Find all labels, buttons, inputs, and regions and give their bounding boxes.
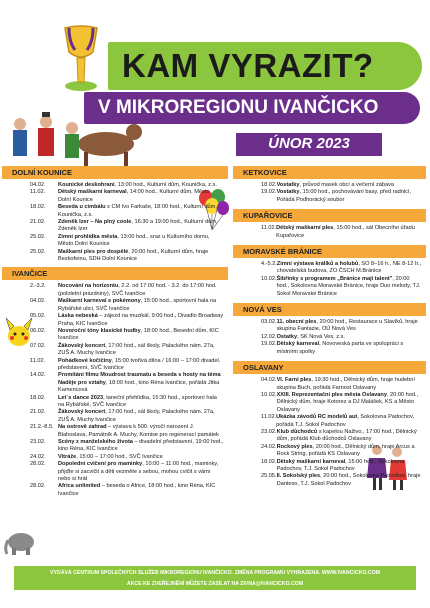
event-row: [233, 459, 426, 474]
event-text: [58, 358, 228, 373]
footer: [0, 566, 430, 608]
event-row: [2, 439, 228, 454]
event-row: [2, 409, 228, 424]
event-name: Vitráže: [58, 453, 77, 460]
event-text: [277, 276, 426, 298]
event-row: [2, 343, 228, 358]
event-name: II. Sokolský ples: [276, 473, 321, 480]
section-heading: NOVÁ VES: [233, 303, 426, 316]
event-name: Maškarní ples pro dospělé: [58, 248, 129, 255]
event-row: [233, 444, 426, 459]
event-details: , 20:00 hod., Kulturní dům, hraje Bezkofeinu, SDH Dolní Kounice: [58, 248, 209, 263]
section-heading: KETKOVICE: [233, 166, 426, 179]
event-details: s kapelou Naživo., 17:00 hod., Dělnický dům, pořádá Klub důchodců Oslavany: [276, 428, 417, 443]
event-row: [233, 377, 426, 392]
event-details: – zájezd na muzikál, 9:00 hod., Divadlo Broadway Praha, KIC Ivančice: [58, 313, 224, 327]
event-row: [2, 454, 228, 461]
event-date: 24.02.: [30, 453, 46, 460]
event-date: 04.02.: [30, 298, 46, 305]
event-name: Klub důchodců: [276, 428, 318, 435]
event-date: 11.02.: [261, 225, 277, 232]
event-text: [277, 182, 426, 189]
event-date: 11.02.: [30, 357, 46, 364]
event-date: 06.02.: [30, 327, 46, 334]
event-date: 18.02.: [30, 394, 46, 401]
event-date: 18.02.: [261, 182, 277, 188]
page-title: KAM VYRAZIT?: [122, 47, 374, 84]
event-name: Kounické deskohraní: [58, 182, 115, 188]
event-row: [233, 182, 426, 189]
event-row: [233, 414, 426, 429]
title-banner: [108, 42, 422, 90]
event-name: Promítání filmu Moudrost traumatu a beseda s hosty na téma Naděje pro vztahy: [58, 372, 221, 386]
event-details: , taneční přehlídka, 15:30 hod., sportovní hala na Rybářské, SVČ Ivančice: [58, 394, 217, 408]
event-date: 4.-5.2.: [261, 261, 277, 268]
event-name: Žákovský koncert: [58, 342, 106, 349]
event-name: VI. Farní ples: [276, 377, 312, 384]
event-text: [58, 234, 228, 249]
section-oslavany: [233, 361, 426, 488]
event-name: Maškarní karneval s pokémony: [58, 298, 141, 305]
event-date: 04.02.: [261, 377, 277, 384]
event-name: Vostatky: [276, 189, 300, 196]
event-details: , 15:00 – 17:00 hod., SVČ Ivančice: [76, 453, 163, 460]
event-details: , průvod masek obcí a večerní zábava: [299, 182, 394, 188]
event-details: s CM Ivo Farkaše, 18:00 hod., Kulturní dům, Kounička, z.s.: [58, 204, 217, 218]
event-name: Láska nebeská: [58, 313, 98, 320]
event-name: Beseda u cimbálu: [58, 204, 106, 211]
event-date: 11.02.: [261, 414, 277, 421]
event-text: [58, 313, 228, 328]
event-name: Let´s dance 2023: [58, 394, 104, 401]
event-details: , Novoveská parta ve spolupráci s místními spolky: [276, 341, 404, 355]
event-details: , 2.2. od 17:00 hod. - 3.2. do 17:00 hod. (pololetní prázdniny), SVČ Ivančice: [58, 283, 217, 297]
section-heading: MORAVSKÉ BRÁNICE: [233, 245, 426, 258]
event-row: [2, 298, 228, 313]
event-text: [58, 204, 228, 219]
event-date: 03.02.: [261, 319, 277, 326]
section-dolní-kounice: [2, 166, 228, 263]
event-details: – divadelní představení, 19:00 hod., kino Réna, KIC Ivančice: [58, 439, 224, 453]
event-text: [58, 424, 228, 439]
event-text: [277, 459, 426, 474]
event-text: [277, 319, 426, 334]
event-row: [233, 334, 426, 341]
event-details: , 14:00 hod., Kulturní dům, Město Dolní Kounice: [58, 189, 210, 203]
event-details: , 10:00 – 11:00 hod., maminky, přijďte si zacvičit a děti vezměte s sebou, mohou cvičit s vámi nebo si hrát: [58, 461, 219, 483]
event-name: Africa unlimited: [58, 483, 101, 490]
event-details: , SO 8–16 h., NE 8-12 h., chovatelská budova, ZO ČSCH M.Bránice: [276, 261, 422, 275]
event-date: 19.02.: [261, 189, 277, 196]
event-text: [276, 414, 426, 429]
event-text: [277, 392, 426, 414]
event-details: , 17:00 hod., sál školy, Palackého nám. 27a, ZUŠ A. Muchy Ivančice: [58, 409, 215, 423]
event-name: Scény z manželského života: [58, 439, 133, 445]
event-row: [233, 429, 426, 444]
event-name: Vostatky: [276, 182, 300, 188]
page-subtitle: V MIKROREGIONU IVANČICKO: [98, 97, 379, 118]
event-date: 21.02.: [30, 409, 46, 416]
event-name: Žákovský koncert: [58, 409, 106, 416]
event-row: [2, 358, 228, 373]
event-name: Rockový ples: [276, 443, 313, 450]
event-text: [277, 261, 426, 276]
event-row: [2, 313, 228, 328]
event-date: 21.2.-8.5.: [30, 424, 54, 431]
event-name: Dětský karneval: [276, 341, 320, 348]
section-heading: IVANČICE: [2, 267, 228, 280]
event-name: Šibřinky s programem „Bránice mají talent": [276, 275, 393, 282]
carnival-people-icon: [6, 108, 156, 170]
event-details: , 20:00 hod., Dělnický dům, hraje Arcus a Rock String, pořádá KS Oslavany: [276, 443, 415, 458]
section-heading: OSLAVANY: [233, 361, 426, 374]
section-nová-ves: [233, 303, 426, 356]
event-date: 25.05.: [261, 473, 277, 480]
event-text: [277, 341, 426, 356]
event-date: 2.-3.2.: [30, 283, 46, 290]
event-text: [58, 439, 228, 454]
event-details: , 15:00 hod., sál Obecního úřadu Kupařovice: [276, 225, 415, 239]
event-row: [2, 189, 228, 204]
event-row: [2, 424, 228, 439]
event-row: [2, 372, 228, 394]
event-details: , SK Nová Ves, z.s.: [297, 333, 345, 340]
event-row: [233, 276, 426, 298]
event-row: [2, 234, 228, 249]
section-ivančice: [2, 267, 228, 498]
elephant-icon: [4, 530, 38, 556]
event-name: Nocování na horizontu: [58, 283, 119, 290]
event-text: [276, 225, 426, 240]
event-date: 18.02.: [30, 204, 46, 211]
event-details: , 20:00 hod., Sokolovna Padochov, hraje Danteso, T.J. Sokol Padochov: [276, 473, 421, 487]
event-text: [58, 249, 228, 264]
event-details: , 16:30 a 19:00 hod., Kulturní dům, Zdeněk Izer: [58, 219, 218, 233]
event-row: [233, 341, 426, 356]
event-text: [277, 473, 426, 488]
event-date: 04.02.: [30, 182, 46, 188]
section-heading: DOLNÍ KOUNICE: [2, 166, 228, 179]
event-details: – beseda o Africe, 18:00 hod., kino Réna, KIC Ivančice: [58, 483, 216, 497]
event-text: [277, 377, 426, 392]
event-name: Dopolední cvičení pro maminky: [58, 461, 143, 468]
event-row: [233, 189, 426, 204]
footer-bar: [14, 566, 416, 590]
event-text: [277, 429, 426, 444]
event-row: [233, 392, 426, 414]
event-name: 11. obecní ples: [276, 319, 317, 326]
event-text: [58, 483, 228, 498]
event-text: [58, 343, 228, 358]
event-date: 10.02.: [261, 391, 277, 398]
event-text: [58, 395, 228, 410]
event-date: 05.02.: [30, 313, 46, 320]
month-label: ÚNOR 2023: [268, 135, 350, 152]
event-name: Dětský maškarní ples: [276, 225, 334, 232]
event-text: [58, 298, 228, 313]
event-row: [2, 219, 228, 234]
event-date: 21.02.: [30, 219, 46, 226]
event-details: – výstava k 500. výročí narození J. Blahoslava, Památník A. Muchy, Komise pro regenerací památek: [58, 424, 219, 438]
event-text: [58, 372, 228, 394]
event-name: Dětský maškarní karneval: [276, 458, 346, 465]
event-date: 28.02.: [30, 461, 46, 468]
event-row: [233, 319, 426, 334]
event-details: , 20:00 hod., Dělnický dům, hraje Kotorez a DJ Malášek, KS a Město Oslavany: [276, 391, 419, 413]
section-heading: KUPAŘOVICE: [233, 209, 426, 222]
right-column: [233, 166, 426, 488]
event-row: [233, 473, 426, 488]
event-row: [2, 483, 228, 498]
event-row: [2, 283, 228, 298]
event-row: [2, 461, 228, 483]
event-date: 12.02.: [261, 333, 277, 340]
event-text: [58, 461, 228, 483]
section-moravské-bránice: [233, 245, 426, 298]
event-details: , 20:00 hod., Sokolovna Moravské Bránice, hraje Duo melody, TJ. Sokol Moravské Bránice: [276, 275, 421, 297]
event-text: [58, 328, 228, 343]
event-date: 24.02.: [261, 443, 277, 450]
footer-line-1: VYDÁVÁ CENTRUM SPOLEČNÝCH SLUŽEB MIKROREGIONU IVANČICKO. ZMĚNA PROGRAMU VYHRAZENA. WWW.IVANCICKO.COM: [50, 570, 380, 576]
event-name: Zimní prohlídka města: [58, 233, 118, 240]
section-ketkovice: [233, 166, 426, 204]
event-details: , 20:00 hod., Restaurace u Slavíků, hraje skupina Fantazie, OÚ Nová Ves: [276, 319, 418, 333]
event-row: [233, 261, 426, 276]
event-date: 11.02.: [30, 189, 46, 196]
event-name: Dětský maškarní karneval: [58, 189, 127, 196]
event-details: , 18:00 hod., Besední dům, KIC Ivančice: [58, 327, 219, 342]
event-text: [277, 189, 426, 204]
event-row: [2, 204, 228, 219]
event-name: Pohádkové kočičiny: [58, 357, 112, 364]
event-text: [277, 334, 426, 341]
event-text: [58, 454, 228, 461]
event-name: Ukázka závodů RC modelů aut: [276, 414, 358, 421]
footer-line-2: AKCE KE ZVEŘEJNĚNÍ MŮŽETE ZASÍLAT NA ZIVNA@IVANCICKO.COM: [126, 581, 304, 587]
month-banner: [236, 133, 382, 156]
event-row: [233, 225, 426, 240]
event-details: , Sokolovna Padochov, pořádá T.J. Sokol Padochov: [276, 414, 415, 428]
event-details: , 17:00 hod., sál školy, Palackého nám. 27a, ZUŠ A. Muchy Ivančice: [58, 342, 215, 357]
event-date: 25.02.: [30, 248, 46, 255]
event-details: , 13:00 hod., sraz u Kulturního domu, Město Dolní Kounice: [58, 233, 210, 248]
event-date: 07.02.: [30, 342, 46, 349]
event-name: Na ostrově zahrad: [58, 424, 107, 431]
event-text: [58, 219, 228, 234]
event-text: [277, 444, 426, 459]
event-date: 18.02.: [261, 458, 277, 465]
event-details: , 15:00 tvořivá dílna / 16:00 – 17:00 divadel. představení, SVČ Ivančice: [58, 357, 221, 371]
left-column: [2, 166, 228, 498]
event-text: [58, 409, 228, 424]
goblet-logo-icon: [55, 22, 107, 92]
section-kupařovice: [233, 209, 426, 240]
event-name: Ostatky: [276, 333, 298, 340]
event-row: [2, 328, 228, 343]
event-row: [2, 395, 228, 410]
event-details: , 18:00 hod., kino Réna Ivančice, pořádá Jitka Kamencová: [58, 379, 220, 394]
event-date: 23.02.: [261, 428, 277, 435]
event-details: , 13:00 hod., Kulturní dům, Kounička, z.s.: [114, 182, 217, 188]
event-details: , 15:00 hod., sportovní hala na Rybářské ulici, SVČ Ivančice: [58, 298, 217, 312]
event-date: 19.02.: [261, 341, 277, 348]
event-name: Zimní výstava králíků a holubů: [276, 261, 359, 268]
event-row: [2, 249, 228, 264]
event-details: , 15:00 hod., pochovávání basy, před radnicí, Pořádá Podhorácký soubor: [276, 189, 412, 203]
event-date: 14.02.: [30, 372, 46, 379]
event-text: [58, 283, 228, 298]
event-date: 23.02.: [30, 439, 46, 445]
event-name: Novoroční tóny klasické hudby: [58, 327, 141, 334]
event-details: , 15:00 hod., Sokolovna Padochov, T.J. Sokol Padochov: [276, 458, 405, 472]
event-name: Zdeněk Izer – Na plný coole: [58, 219, 132, 226]
event-name: XXIII. Reprezentační ples města Oslavany: [276, 391, 387, 398]
header: [0, 0, 430, 170]
event-date: 10.02.: [261, 275, 277, 282]
event-details: , 19:30 hod., Dělnický dům, hraje hudební skupina Buch, pořádá Farnost Oslavany: [276, 377, 415, 391]
event-date: 25.02.: [30, 233, 46, 240]
event-date: 28.02.: [30, 483, 46, 490]
event-text: [58, 189, 228, 204]
